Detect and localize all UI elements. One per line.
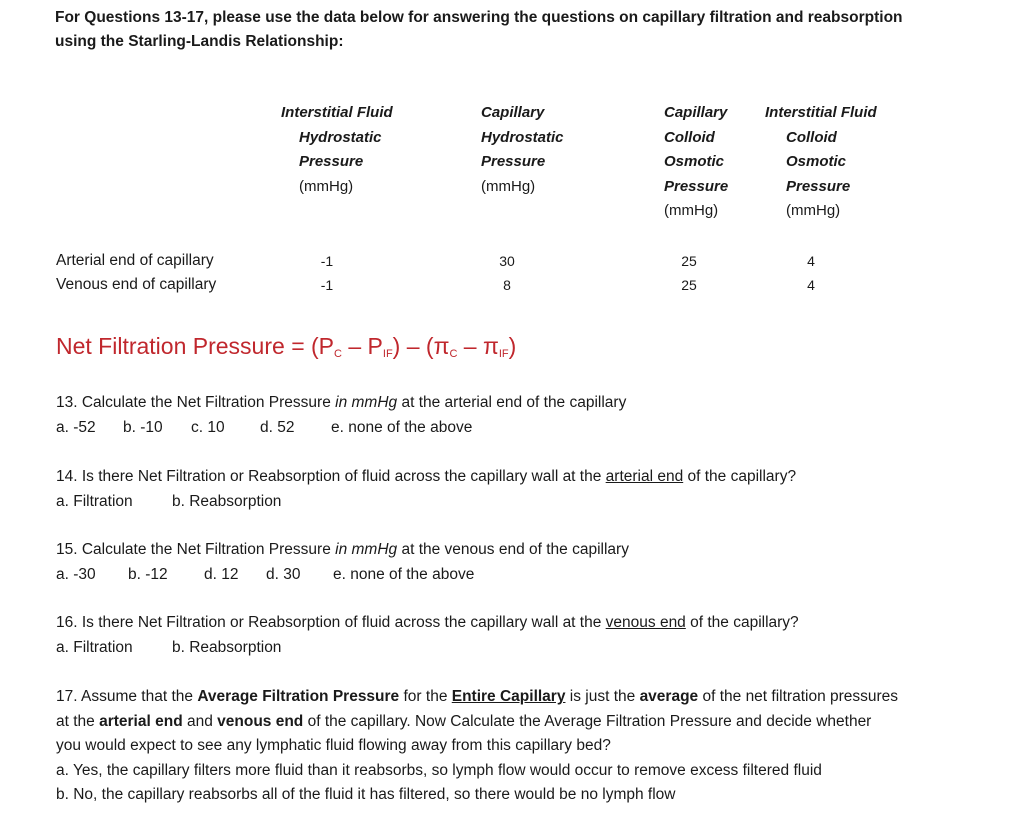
formula-text: – P [341,333,383,359]
q-text: at the [56,712,100,730]
header-line: Pressure [664,177,729,195]
option-e[interactable]: e. none of the above [331,418,473,436]
option-b[interactable]: b. -12 [128,565,168,583]
q-emphasis: in mmHg [335,541,398,558]
formula-subscript: IF [382,348,393,360]
header-line: Pressure [481,153,546,170]
q-underline: venous end [605,614,686,631]
option-b[interactable]: b. Reabsorption [172,638,282,656]
header-interstitial-hydrostatic [281,101,393,199]
option-c[interactable]: d. 12 [204,565,239,583]
cell-value: -1 [320,277,334,293]
question-17 [56,685,898,808]
q-bold: Average Filtration Pressure [197,688,400,705]
option-d[interactable]: d. 30 [266,565,301,583]
cell-value: 25 [681,277,697,293]
q-text: 14. Is there Net Filtration or Reabsorption of fluid across the capillary wall at the [56,468,606,485]
header-line: Hydrostatic [299,128,382,146]
q-text: at the venous end of the capillary [397,541,629,558]
header-line: Capillary [481,104,545,121]
header-unit: (mmHg) [786,202,841,219]
net-filtration-formula [56,331,516,369]
option-b[interactable]: b. -10 [123,418,163,436]
formula-text: ) [508,333,517,359]
formula-text: – [457,333,483,359]
q-text: of the net filtration pressures [698,688,899,705]
question-14-text [56,465,796,490]
q-text: 15. Calculate the Net Filtration Pressure [56,541,336,558]
header-unit: (mmHg) [299,177,354,195]
header-line: Colloid [664,128,715,146]
header-capillary-colloid [664,101,728,224]
option-e[interactable]: e. none of the above [333,565,475,583]
question-15-options [56,563,629,588]
q-text: 16. Is there Net Filtration or Reabsorption of fluid across the capillary wall at the [56,614,606,631]
formula-subscript: IF [498,348,509,360]
q-text: is just the [565,688,640,705]
cell-value: -1 [320,253,334,269]
question-16-text [56,611,799,636]
intro-heading [55,6,903,54]
header-line: Pressure [786,177,851,195]
cell-value: 4 [807,277,815,293]
header-line: Colloid [786,128,837,146]
header-line: Interstitial Fluid [765,104,877,121]
option-a[interactable]: a. Yes, the capillary filters more fluid than it reabsorbs, so lymph flow would occur to remove excess filtered fluid [56,761,822,779]
q-bold: arterial end [99,712,183,730]
header-line: Osmotic [786,153,847,170]
formula-subscript: C [334,348,342,360]
q-text: 17. Assume that the [56,688,198,705]
question-17-line-2 [56,710,898,735]
option-b[interactable]: b. No, the capillary reabsorbs all of the fluid it has filtered, so there would be no lymph flow [56,786,676,803]
option-a[interactable]: a. -52 [56,418,96,436]
q-text: of the capillary? [683,468,797,485]
cell-value: 25 [681,253,697,269]
option-c[interactable]: c. 10 [191,418,225,436]
intro-line-1: For Questions 13-17, please use the data below for answering the questions on capillary filtration and reabsorption [55,9,903,26]
header-capillary-hydrostatic [481,101,564,199]
q-emphasis: in mmHg [335,394,398,411]
header-line: Hydrostatic [481,128,564,146]
cell-value: 4 [807,253,815,269]
q-bold: venous end [217,712,304,730]
question-16-options [56,636,799,661]
option-a[interactable]: a. Filtration [56,638,133,656]
header-line: Pressure [299,153,364,170]
question-13-text [56,391,626,416]
question-14 [56,465,796,514]
formula-subscript: C [449,348,458,360]
q-bold-underline: Entire Capillary [451,688,566,705]
q-bold: average [639,688,699,705]
q-text: 13. Calculate the Net Filtration Pressure [56,394,336,411]
q-text: at the arterial end of the capillary [397,394,627,411]
question-13-options [56,416,626,441]
question-17-line-3: you would expect to see any lymphatic fluid flowing away from this capillary bed? [56,737,611,754]
option-b[interactable]: b. Reabsorption [172,492,282,510]
option-d[interactable]: d. 52 [260,418,295,436]
question-17-line-1 [56,685,898,710]
cell-value: 30 [499,253,515,269]
header-unit: (mmHg) [481,177,536,195]
header-line: Capillary [664,104,728,121]
q-text: of the capillary? [685,614,799,631]
header-line: Osmotic [664,153,725,170]
question-13 [56,391,626,440]
option-a[interactable]: a. Filtration [56,492,133,510]
row-label-arterial: Arterial end of capillary [56,252,214,269]
header-interstitial-colloid [765,101,877,224]
intro-line-2: using the Starling-Landis Relationship: [55,33,344,50]
formula-text: Net Filtration Pressure = (P [56,333,335,359]
question-16 [56,611,799,660]
q-text: and [182,712,218,730]
question-15 [56,538,629,587]
formula-pi: π [433,333,450,359]
q-underline: arterial end [605,468,684,485]
option-a[interactable]: a. -30 [56,565,96,583]
formula-text: ) – ( [392,333,434,359]
header-unit: (mmHg) [664,202,719,219]
question-14-options [56,490,796,515]
header-line: Interstitial Fluid [281,104,393,121]
cell-value: 8 [503,277,511,293]
row-label-venous: Venous end of capillary [56,276,217,293]
formula-pi: π [482,333,499,359]
question-15-text [56,538,629,563]
q-text: for the [399,688,452,705]
q-text: of the capillary. Now Calculate the Average Filtration Pressure and decide whether [303,712,872,730]
